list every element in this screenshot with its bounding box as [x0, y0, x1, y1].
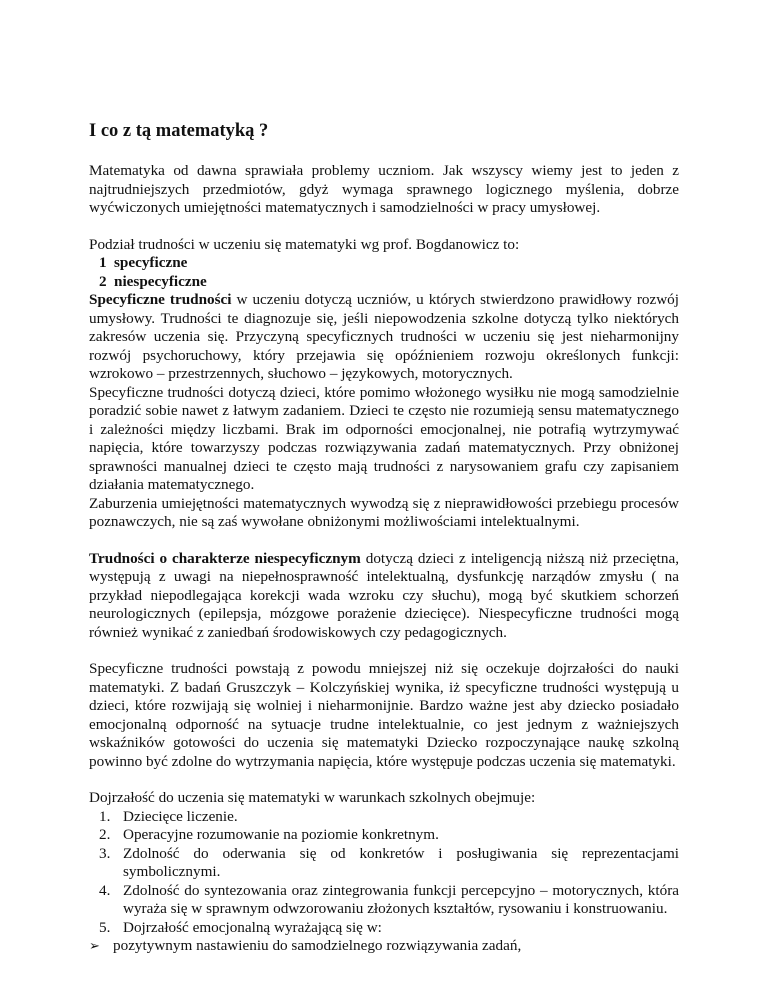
list-item-text: Zdolność do oderwania się od konkretów i posługiwania się reprezentacjami symbolicznymi.: [123, 844, 679, 880]
arrow-list: [89, 937, 679, 956]
arrow-bullet-icon: ➢: [89, 938, 100, 953]
list-item-number: 1.: [99, 807, 111, 825]
list-item: [89, 937, 679, 956]
list-item-text: Zdolność do syntezowania oraz zintegrowania funkcji percepcyjno – motorycznych, która wyraża się w sprawnym odwzorowaniu złożonych kształtów, rysowaniu i konstruowaniu.: [123, 881, 679, 917]
list-item-text: pozytywnym nastawieniu do samodzielnego rozwiązywania zadań,: [113, 937, 522, 954]
maturity-list: [89, 808, 679, 938]
list-item-number: 1: [99, 254, 107, 271]
list-item: [89, 273, 679, 292]
list-item: [89, 845, 679, 882]
list-item-number: 5.: [99, 918, 111, 936]
list-item-number: 4.: [99, 881, 111, 899]
nonspecific-lead: Trudności o charakterze niespecyficznym: [89, 549, 361, 567]
nonspecific-paragraph: [89, 550, 679, 643]
list-item: [89, 919, 679, 938]
list-item-number: 3.: [99, 844, 111, 862]
specific-paragraph-2: Specyficzne trudności dotyczą dzieci, które pomimo włożonego wysiłku nie mogą samodzielnie poradzić sobie nawet z łatwym zadaniem. Dzieci te często nie rozumieją sensu matematycznego i zależności między liczbami. Brak im odporności emocjonalnej, nie potrafią wytrzymywać napięcia, które towarzyszy podczas rozwiązywania zadań matematycznych. Przy obniżonej sprawności manualnej dzieci te często mają trudności z narysowaniem grafu czy zapisaniem działania matematycznego.: [89, 383, 679, 493]
list-item-text: Operacyjne rozumowanie na poziomie konkretnym.: [123, 826, 439, 843]
page-title: I co z tą matematyką ?: [89, 121, 269, 141]
list-item: [89, 808, 679, 827]
list-item: [89, 882, 679, 919]
maturity-intro: Dojrzałość do uczenia się matematyki w warunkach szkolnych obejmuje:: [89, 789, 536, 806]
division-intro: Podział trudności w uczeniu się matematyki wg prof. Bogdanowicz to:: [89, 235, 520, 253]
list-item: [89, 254, 679, 273]
list-item-text: specyficzne: [114, 254, 188, 271]
list-item-number: 2: [99, 272, 107, 290]
specific-lead: Specyficzne trudności: [89, 291, 232, 308]
list-item-text: Dojrzałość emocjonalną wyrażającą się w:: [123, 918, 382, 936]
specific-paragraph-1: [89, 291, 679, 384]
division-list: [89, 254, 679, 291]
list-item: [89, 826, 679, 845]
nonspecific-text: dotyczą dzieci z inteligencją niższą niż przeciętna, występują z uwagi na niepełnosprawność intelektualną, dysfunkcję narządów zmysłu ( na przykład niepodlegająca korekcji wada wzroku czy słuchu), mogą być skutkiem schorzeń neurologicznych (epilepsja, mózgowe porażenie dziecięce). Niespecyficzne trudności mogą również wynikać z zaniedbań środowiskowych czy pedagogicznych.: [89, 549, 680, 641]
list-item-text: Dziecięce liczenie.: [123, 807, 238, 825]
list-item-text: niespecyficzne: [114, 272, 207, 290]
specific-text: w uczeniu dotyczą uczniów, u których stwierdzono prawidłowy rozwój umysłowy. Trudności te diagnozuje się, jeśli niepowodzenia szkolne dotyczą tylko niektórych zakresów uczenia się. Przyczyną specyficznych trudności w uczeniu się jest nieharmonijny rozwój psychoruchowy, który przejawia się opóźnieniem rozwoju określonych funkcji: wzrokowo – przestrzennych, słuchowo – językowych, motorycznych.: [89, 291, 679, 382]
list-item-number: 2.: [99, 826, 111, 843]
document-page: [89, 120, 679, 956]
maturity-paragraph: Specyficzne trudności powstają z powodu mniejszej niż się oczekuje dojrzałości do nauki matematyki. Z badań Gruszczyk – Kolczyńskiej wynika, iż specyficzne trudności występują u dzieci, które rozwijają się wolniej i nieharmonijnie. Bardzo ważne jest aby dziecko posiadało emocjonalną odporność na sytuacje trudne intelektualnie, co jest jednym z ważniejszych wskaźników gotowości do uczenia się matematyki Dziecko rozpoczynające naukę szkolną powinno być zdolne do wytrzymania napięcia, które występuje podczas uczenia się matematyki.: [89, 660, 679, 770]
intro-paragraph: Matematyka od dawna sprawiała problemy uczniom. Jak wszyscy wiemy jest to jeden z najtrudniejszych przedmiotów, gdyż wymaga sprawnego logicznego myślenia, dobrze wyćwiczonych umiejętności matematycznych i samodzielności w pracy umysłowej.: [89, 162, 679, 216]
specific-paragraph-3: Zaburzenia umiejętności matematycznych wywodzą się z nieprawidłowości przebiegu procesów poznawczych, nie są zaś wywołane obniżonymi możliwościami intelektualnymi.: [89, 494, 679, 530]
